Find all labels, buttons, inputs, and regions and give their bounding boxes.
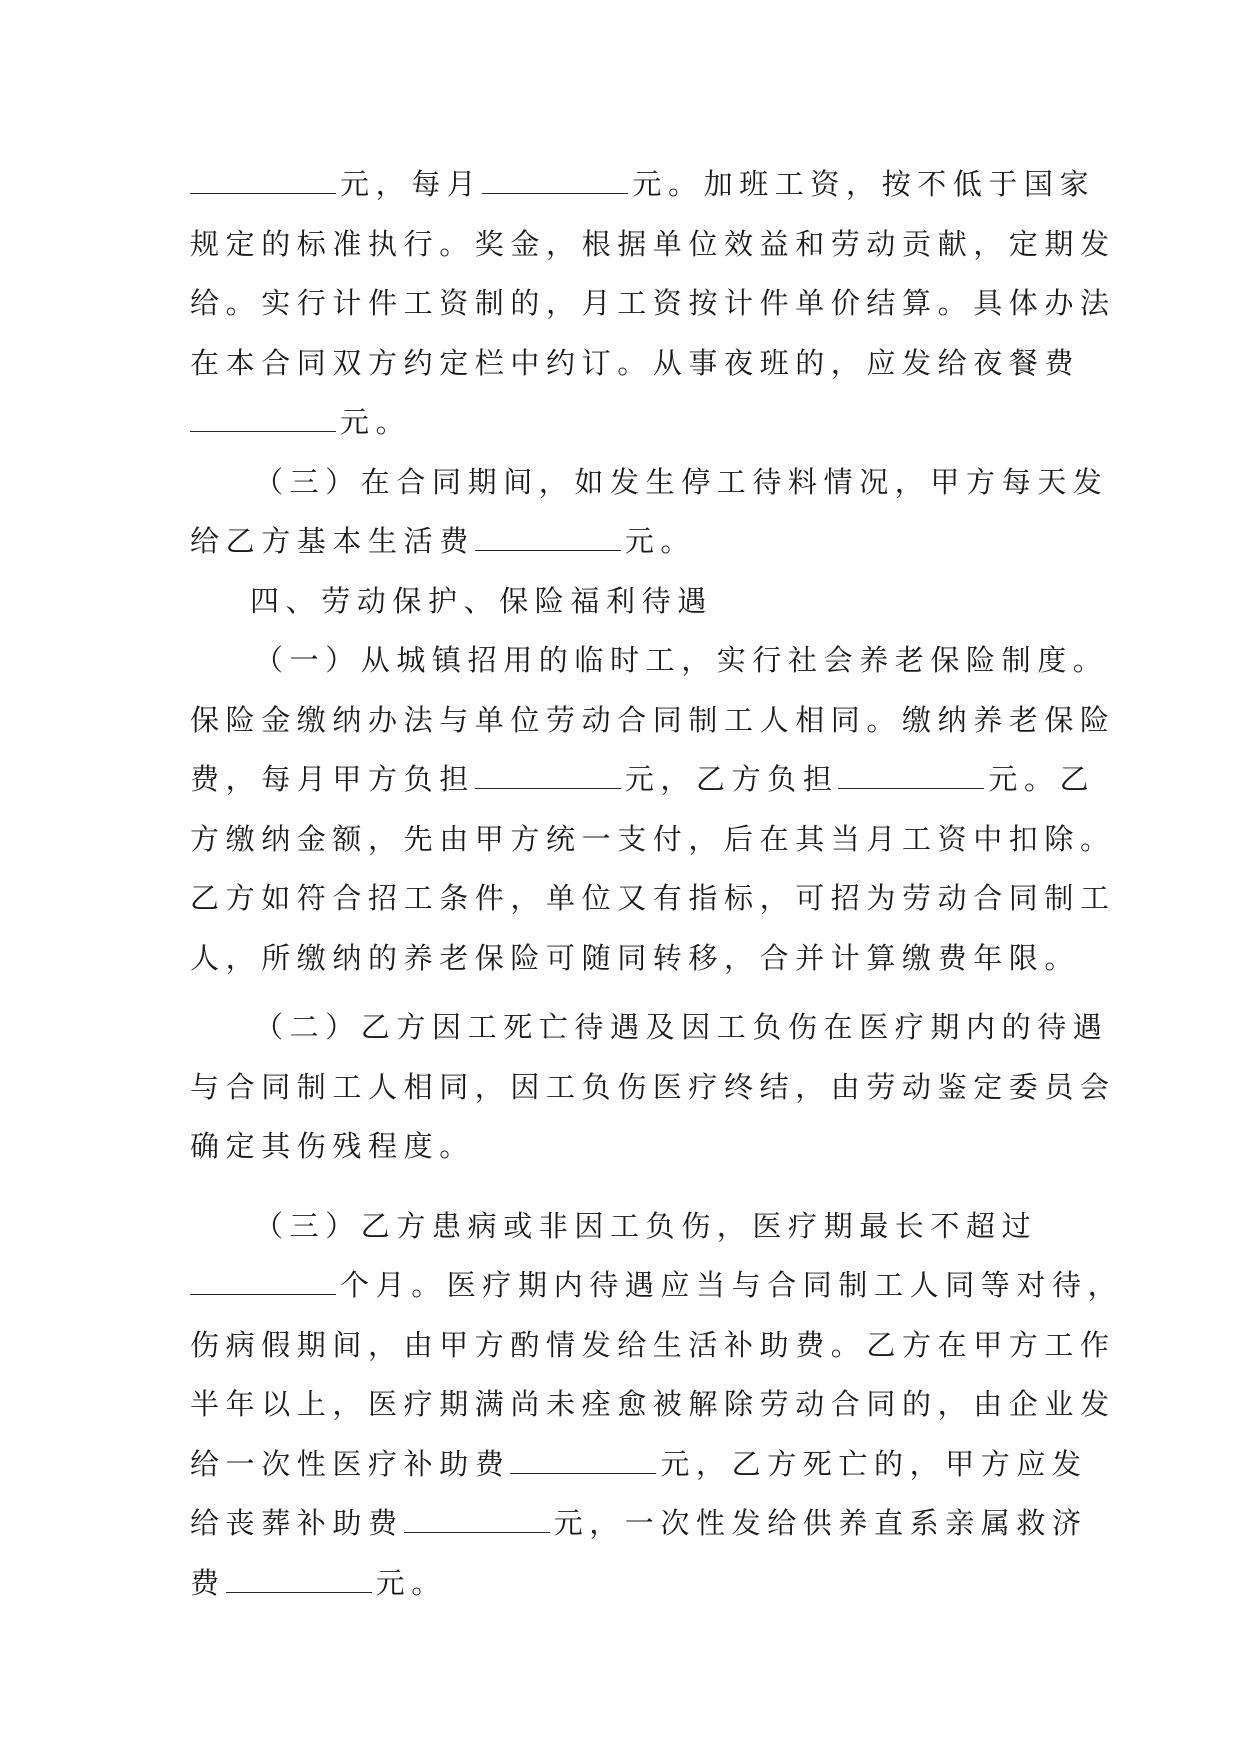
text-segment: （一）从城镇招用的临时工，实行社会养老保险制度。 bbox=[254, 643, 1109, 677]
text-segment: 给。实行计件工资制的，月工资按计件单价结算。具体办法 bbox=[190, 286, 1116, 320]
text-line bbox=[190, 1117, 1052, 1177]
text-line bbox=[190, 1316, 1116, 1376]
text-segment: 给丧葬补助费 bbox=[190, 1506, 404, 1540]
paragraph-start bbox=[190, 1197, 1052, 1257]
fill-in-blank[interactable] bbox=[475, 768, 621, 789]
paragraph-start bbox=[190, 631, 1109, 691]
text-segment: 元。加班工资，按不低于国家 bbox=[632, 167, 1096, 201]
text-segment: 人，所缴纳的养老保险可随同转移，合并计算缴费年限。 bbox=[190, 940, 1081, 975]
fill-in-blank[interactable] bbox=[190, 173, 336, 194]
text-line bbox=[190, 1435, 1088, 1495]
text-line bbox=[190, 810, 1116, 870]
text-segment: 在本合同双方约定栏中约订。从事夜班的，应发给夜餐费 bbox=[190, 345, 1081, 380]
text-segment: 元。 bbox=[624, 524, 697, 558]
text-line bbox=[190, 1058, 1116, 1118]
text-segment: 元，乙方死亡的，甲方应发 bbox=[660, 1446, 1088, 1481]
text-line bbox=[190, 334, 1081, 394]
text-line bbox=[190, 512, 1052, 572]
fill-in-blank[interactable] bbox=[226, 1572, 372, 1593]
contract-body bbox=[190, 155, 1124, 1613]
text-line bbox=[190, 691, 1116, 751]
fill-in-blank[interactable] bbox=[190, 411, 336, 432]
text-line bbox=[190, 750, 1096, 810]
text-segment: 元，一次性发给供养直系亲属救济 bbox=[553, 1506, 1088, 1540]
text-segment: 保险金缴纳办法与单位劳动合同制工人相同。缴纳养老保险 bbox=[190, 702, 1116, 737]
text-line bbox=[190, 869, 1116, 929]
text-segment: 乙方如符合招工条件，单位又有指标，可招为劳动合同制工 bbox=[190, 881, 1116, 915]
text-segment: 元，乙方负担 bbox=[624, 762, 839, 796]
text-segment: 个月。医疗期内待遇应当与合同制工人同等对待， bbox=[340, 1268, 1124, 1302]
text-line bbox=[190, 393, 1052, 453]
fill-in-blank[interactable] bbox=[510, 1453, 656, 1474]
text-line bbox=[190, 215, 1116, 275]
text-segment: 给乙方基本生活费 bbox=[190, 524, 475, 558]
fill-in-blank[interactable] bbox=[475, 530, 621, 551]
text-segment: 给一次性医疗补助费 bbox=[190, 1446, 511, 1481]
text-segment: 四、劳动保护、保险福利待遇 bbox=[250, 583, 713, 618]
text-segment: 元。 bbox=[375, 1565, 447, 1600]
paragraph-start bbox=[190, 453, 1109, 513]
text-line bbox=[190, 155, 1096, 215]
text-segment: 规定的标准执行。奖金，根据单位效益和劳动贡献，定期发 bbox=[190, 226, 1116, 261]
section-heading bbox=[190, 572, 1052, 632]
text-segment: 伤病假期间，由甲方酌情发给生活补助费。乙方在甲方工作 bbox=[190, 1327, 1116, 1362]
text-segment: 费，每月甲方负担 bbox=[190, 762, 475, 796]
text-line bbox=[190, 1494, 1088, 1554]
text-segment: 元。 bbox=[340, 405, 412, 439]
fill-in-blank[interactable] bbox=[482, 173, 628, 194]
text-segment: 元，每月 bbox=[340, 167, 483, 201]
paragraph-start bbox=[190, 998, 1109, 1058]
text-line bbox=[190, 1375, 1116, 1435]
fill-in-blank[interactable] bbox=[838, 768, 984, 789]
fill-in-blank[interactable] bbox=[404, 1512, 550, 1533]
text-segment: （三）在合同期间，如发生停工待料情况，甲方每天发 bbox=[254, 464, 1109, 499]
text-line bbox=[190, 274, 1116, 334]
text-segment: 确定其伤残程度。 bbox=[190, 1129, 475, 1163]
text-line bbox=[190, 929, 1081, 989]
text-segment: 与合同制工人相同，因工负伤医疗终结，由劳动鉴定委员会 bbox=[190, 1069, 1116, 1104]
text-segment: （二）乙方因工死亡待遇及因工负伤在医疗期内的待遇 bbox=[254, 1010, 1109, 1044]
text-segment: 半年以上，医疗期满尚未痊愈被解除劳动合同的，由企业发 bbox=[190, 1387, 1116, 1421]
fill-in-blank[interactable] bbox=[190, 1274, 336, 1295]
text-segment: 元。乙 bbox=[988, 762, 1096, 796]
text-segment: 费 bbox=[190, 1565, 226, 1600]
text-line bbox=[190, 1554, 1052, 1614]
text-line bbox=[190, 1256, 1124, 1316]
text-segment: 方缴纳金额，先由甲方统一支付，后在其当月工资中扣除。 bbox=[190, 821, 1116, 856]
text-segment: （三）乙方患病或非因工负伤，医疗期最长不超过 bbox=[254, 1208, 1038, 1243]
